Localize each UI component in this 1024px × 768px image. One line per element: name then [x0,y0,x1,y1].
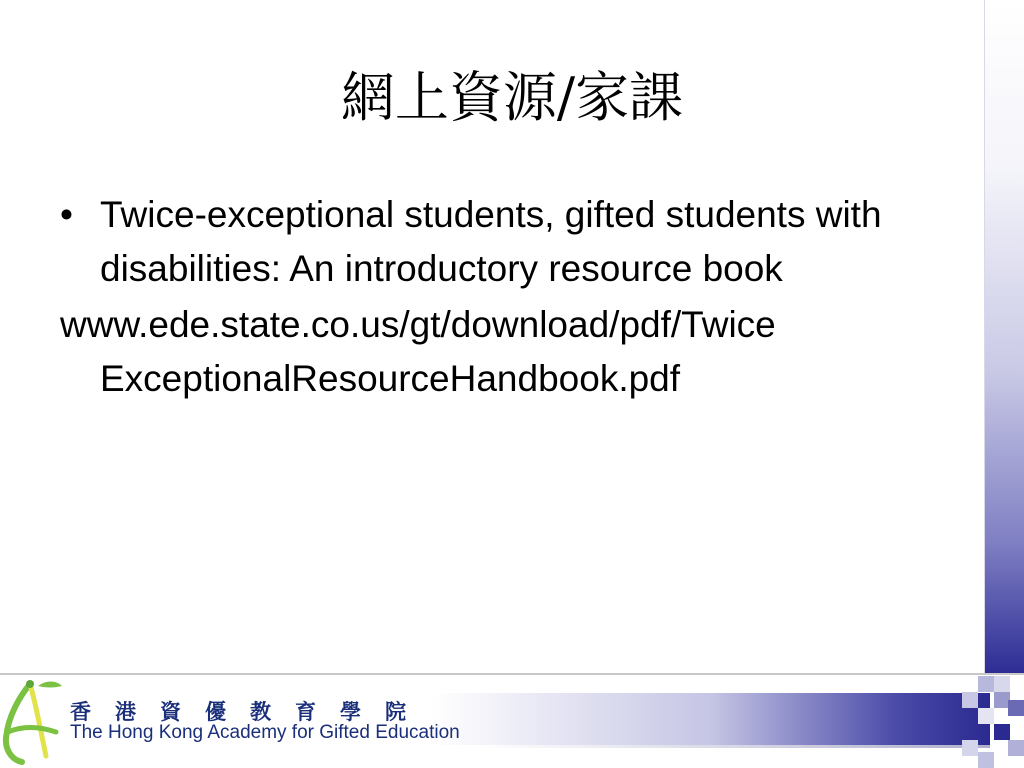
resource-url-line2[interactable]: ExceptionalResourceHandbook.pdf [100,358,681,399]
decor-square [1008,700,1024,716]
decor-square [962,740,978,756]
footer-band-shadow [60,745,990,748]
bullet-text: Twice-exceptional students, gifted students with disabilities: An introductory resource book [100,194,882,289]
bullet-item [60,188,960,296]
slide-title: 網上資源/家課 [340,66,684,129]
academy-name-english: The Hong Kong Academy for Gifted Education [70,722,460,743]
decor-square [994,724,1010,740]
resource-url[interactable] [60,298,960,406]
bullet-dot: • [60,194,73,235]
academy-logo-icon [0,676,70,768]
decor-square [978,676,994,692]
decor-square [978,752,994,768]
decor-square [1008,740,1024,756]
decor-square [978,708,994,724]
slide-body [60,188,960,406]
decor-square [962,692,978,708]
academy-name-chinese: 香港資優教育學院 [70,699,430,724]
resource-url-line1[interactable]: www.ede.state.co.us/gt/download/pdf/Twice [60,304,776,345]
decor-square [994,676,1010,692]
